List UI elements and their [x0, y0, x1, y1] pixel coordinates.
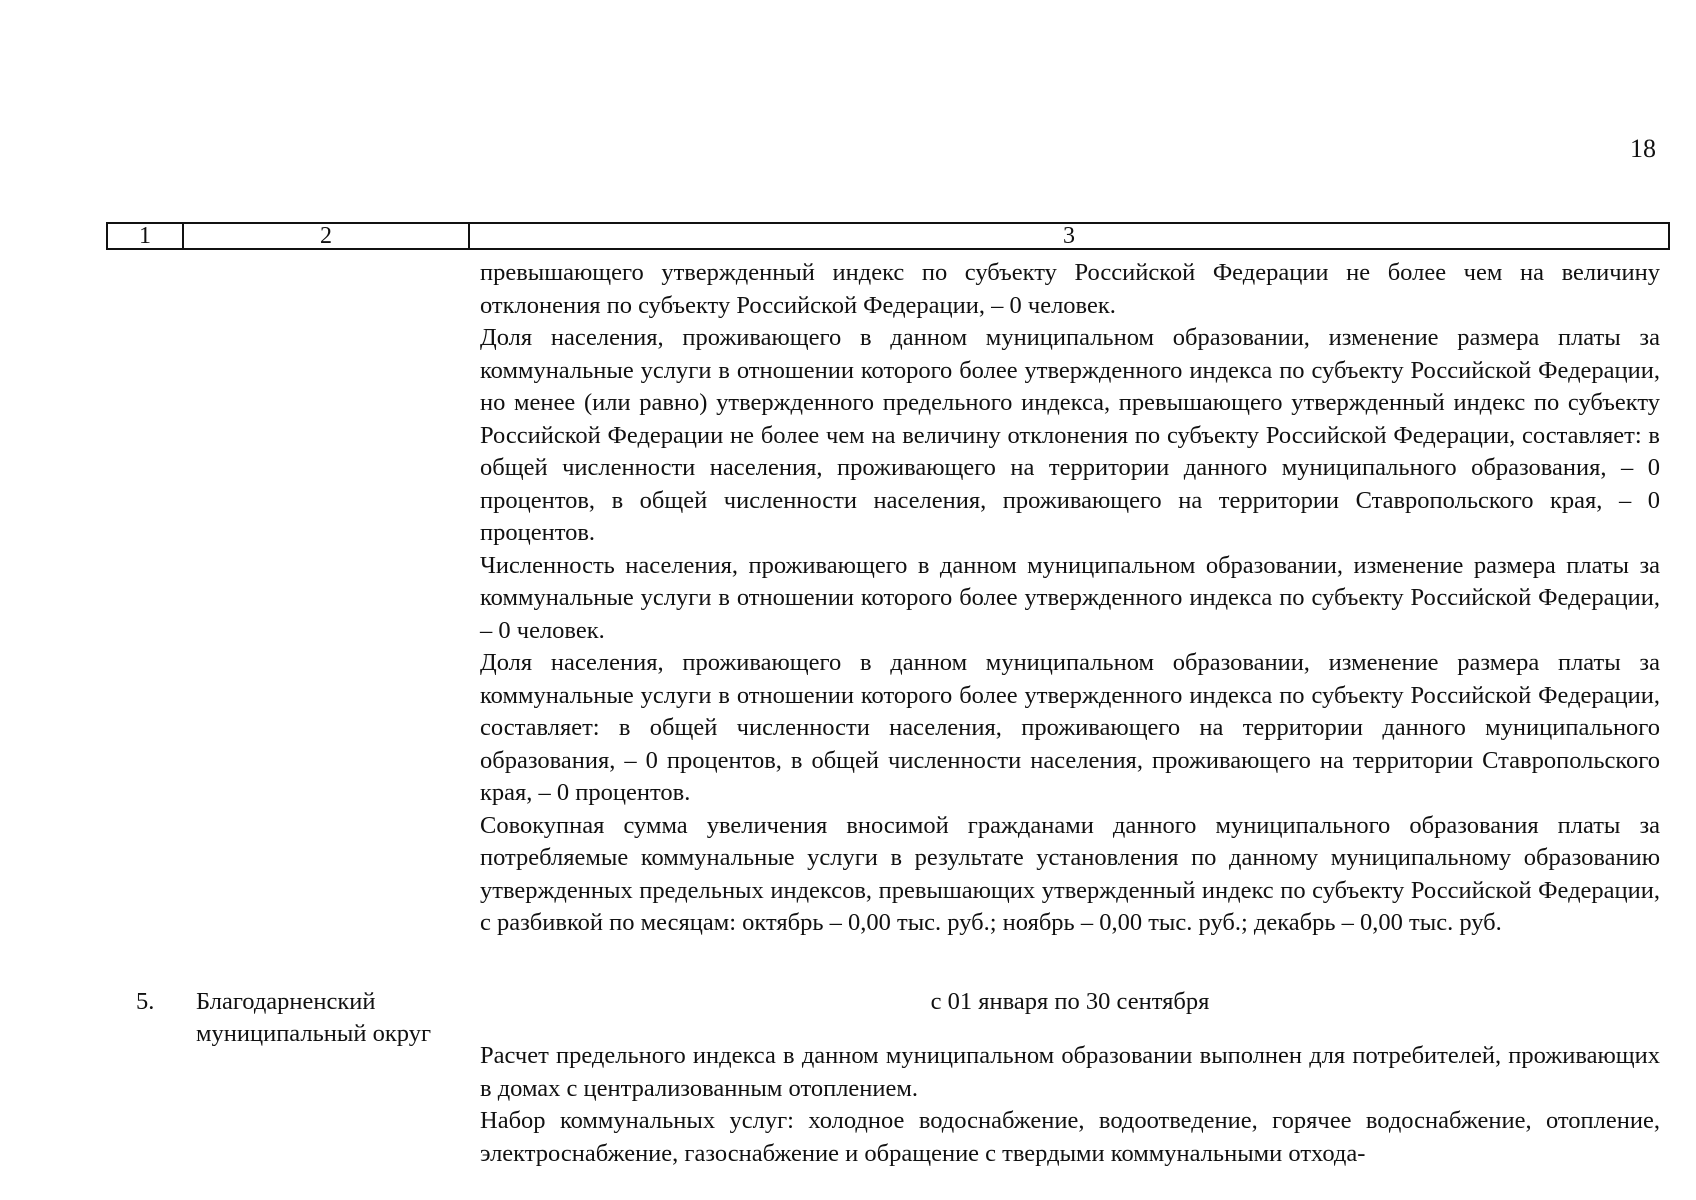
- paragraph: превышающего утвержденный индекс по субъекту Российской Федерации не более чем на величину отклонения по субъекту Российской Федерации, – 0 человек.: [480, 259, 1660, 319]
- period-heading: с 01 января по 30 сентября: [930, 988, 1210, 1015]
- table-header-row: [106, 222, 1670, 250]
- paragraph: Доля населения, проживающего в данном муниципальном образовании, изменение размера платы за коммунальные услуги в отношении которого более утвержденного индекса по субъекту Российской Федерации, составляет: в общей численности населения, проживающего на территории данного муниципального образования, – 0 процентов, в общей численности населения, проживающего на территории Ставропольского края, – 0 процентов.: [480, 649, 1660, 806]
- table-header-col-1: 1: [108, 224, 184, 248]
- paragraph: Расчет предельного индекса в данном муниципальном образовании выполнен для потребителей, проживающих в домах с централизованным отоплением.: [480, 1042, 1660, 1102]
- page-number: 18: [1630, 134, 1656, 163]
- paragraph: Набор коммунальных услуг: холодное водоснабжение, водоотведение, горячее водоснабжение, отопление, электроснабжение, газоснабжение и обращение с твердыми коммунальными отхода-: [480, 1107, 1660, 1167]
- table-header-col-2: 2: [184, 224, 470, 248]
- table-header-col-3: 3: [1063, 223, 1075, 249]
- paragraph: Совокупная сумма увеличения вносимой гражданами данного муниципального образования платы за потребляемые коммунальные услуги в результате установления по данному муниципальному образованию утвержденных предельных индексов, превышающих утвержденный индекс по субъекту Российской Федерации, с разбивкой по месяцам: октябрь – 0,00 тыс. руб.; ноябрь – 0,00 тыс. руб.; декабрь – 0,00 тыс. руб.: [480, 811, 1660, 936]
- continuation-text-block: [480, 257, 1660, 940]
- row-5-text-block: [480, 1040, 1660, 1170]
- paragraph: Доля населения, проживающего в данном муниципальном образовании, изменение размера платы за коммунальные услуги в отношении которого более утвержденного индекса по субъекту Российской Федерации, но менее (или равно) утвержденного предельного индекса, превышающего утвержденный индекс по субъекту Российской Федерации не более чем на величину отклонения по субъекту Российской Федерации, составляет: в общей численности населения, проживающего на территории данного муниципального образования, – 0 процентов, в общей численности населения, проживающего на территории Ставропольского края, – 0 процентов.: [480, 324, 1660, 546]
- row-number: 5.: [136, 988, 155, 1015]
- municipality-name: Благодарненский муниципальный округ: [196, 988, 431, 1047]
- paragraph: Численность населения, проживающего в данном муниципальном образовании, изменение размера платы за коммунальные услуги в отношении которого более утвержденного индекса по субъекту Российской Федерации, – 0 человек.: [480, 551, 1660, 644]
